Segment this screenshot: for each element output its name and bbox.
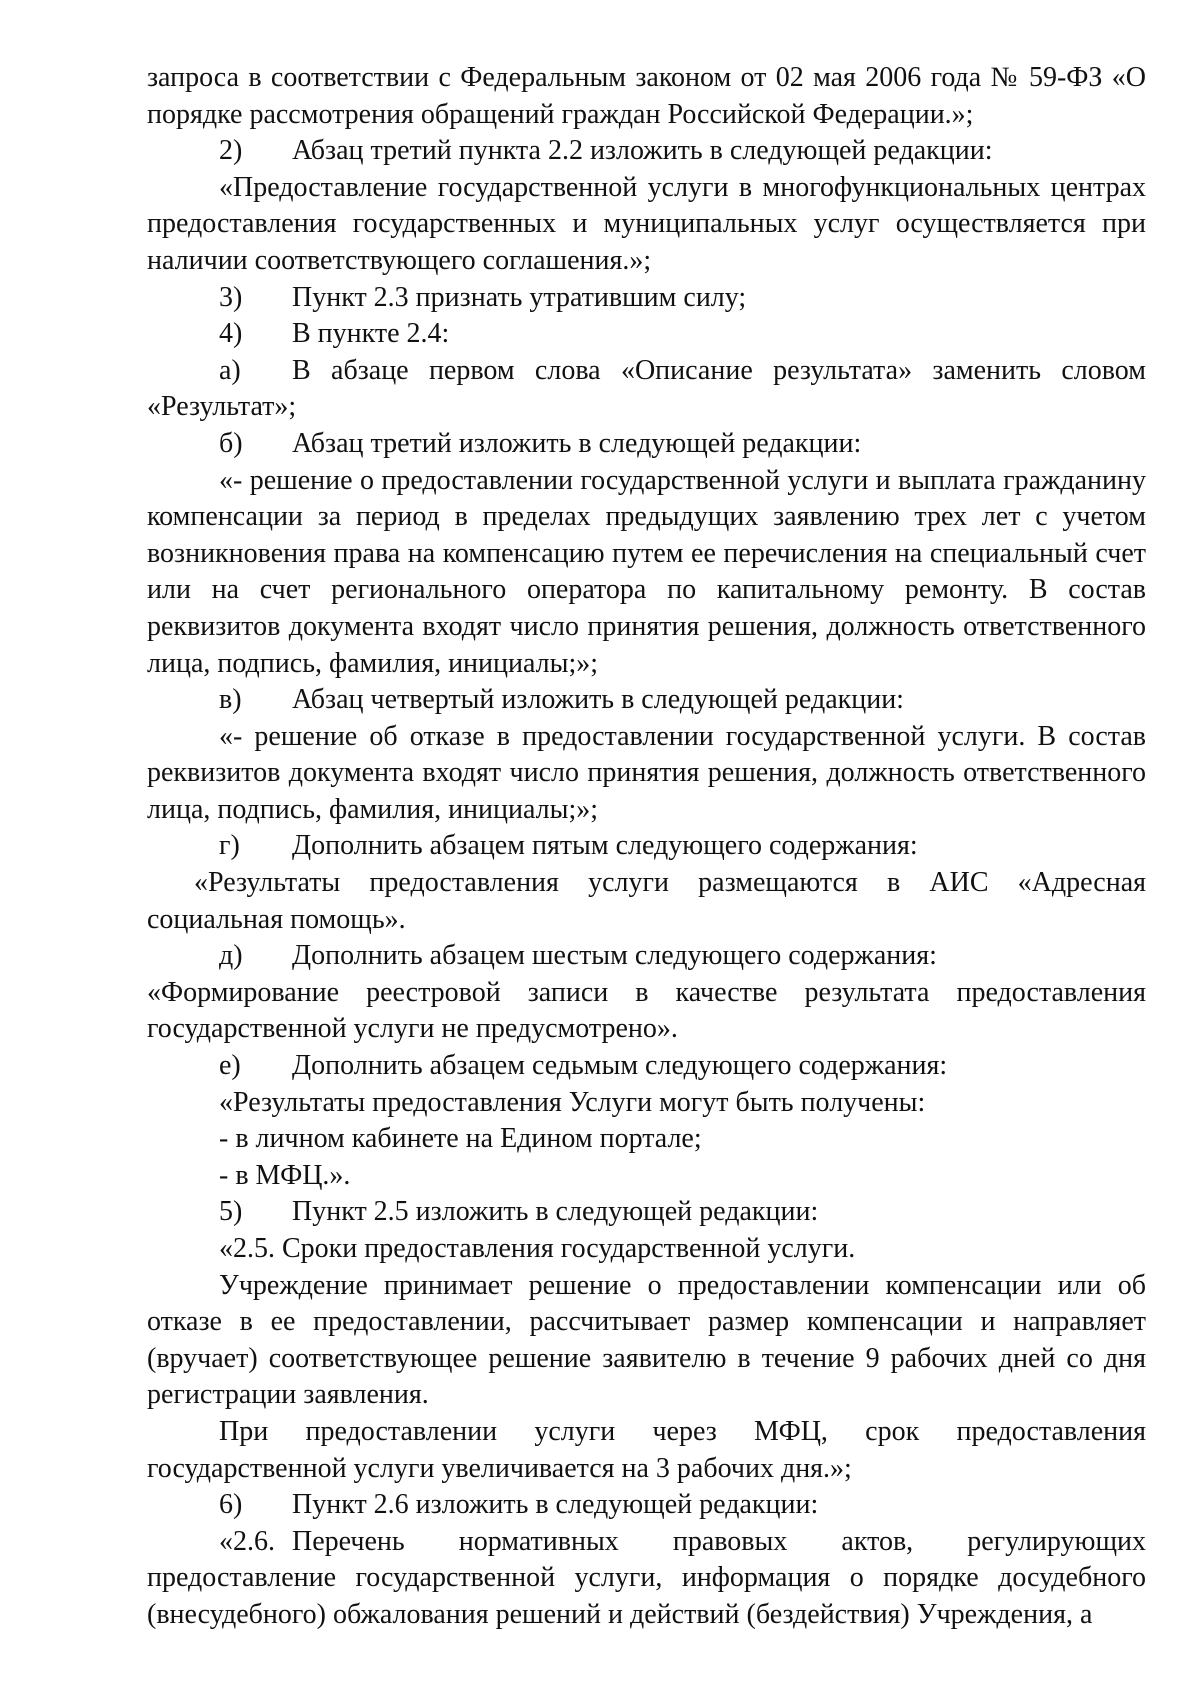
item-marker: 2) <box>219 135 243 167</box>
quoted-paragraph: «Результаты предоставления Услуги могут быть получены: <box>219 1086 926 1118</box>
paragraph-continuation: запроса в соответствии с Федеральным законом от 02 мая 2006 года № 59-ФЗ «О порядке рассмотрения обращений граждан Российской Федерации.»; <box>147 62 1146 130</box>
item-marker: 3) <box>219 281 243 313</box>
quoted-paragraph: «Предоставление государственной услуги в многофункциональных центрах предоставления государственных и муниципальных услуг осуществляется при наличии соответствующего соглашения.»; <box>147 171 1146 276</box>
list-item-3 <box>147 280 1146 317</box>
quoted-paragraph: «- решение об отказе в предоставлении государственной услуги. В состав реквизитов документа входят число принятия решения, должность ответственного лица, подпись, фамилия, инициалы;»; <box>147 720 1146 825</box>
item-text: Абзац третий пункта 2.2 изложить в следующей редакции: <box>292 135 993 167</box>
item-text: Дополнить абзацем шестым следующего содержания: <box>292 940 937 972</box>
quoted-paragraph-2-6 <box>147 1524 1146 1634</box>
quoted-paragraph: «- решение о предоставлении государственной услуги и выплата гражданину компенсации за период в пределах предыдущих заявлению трех лет с учетом возникновения права на компенсацию путем ее перечисления на специальный счет или на счет регионального оператора по капитальному ремонту. В состав реквизитов документа входят число принятия решения, должность ответственного лица, подпись, фамилия, инициалы;»; <box>147 464 1146 679</box>
item-text: Дополнить абзацем пятым следующего содержания: <box>292 830 918 862</box>
item-text: В абзаце первом слова «Описание результата» заменить словом «Результат»; <box>147 354 1146 423</box>
item-text: Пункт 2.6 изложить в следующей редакции: <box>292 1489 819 1521</box>
item-marker: 4) <box>219 318 243 350</box>
document-page <box>147 60 1146 1634</box>
sub-item-d <box>147 938 1146 975</box>
list-item-5 <box>147 1194 1146 1231</box>
quoted-heading: «2.5. Сроки предоставления государственной услуги. <box>219 1233 856 1264</box>
list-item-6 <box>147 1487 1146 1524</box>
item-text: Абзац третий изложить в следующей редакции: <box>292 427 862 459</box>
quoted-paragraph: «Формирование реестровой записи в качестве результата предоставления государственной услуги не предусмотрено». <box>147 976 1146 1045</box>
item-marker: «2.6. <box>219 1525 275 1557</box>
item-marker: е) <box>219 1050 241 1082</box>
item-marker: д) <box>219 940 243 972</box>
item-marker: б) <box>219 427 243 459</box>
sub-item-e <box>147 1048 1146 1085</box>
paragraph: Учреждение принимает решение о предоставлении компенсации или об отказе в ее предоставлении, рассчитывает размер компенсации и направляет (вручает) соответствующее решение заявителю в течение 9 рабочих дней со дня регистрации заявления. <box>147 1269 1146 1411</box>
paragraph: При предоставлении услуги через МФЦ, срок предоставления государственной услуги увеличивается на 3 рабочих дня.»; <box>147 1415 1146 1484</box>
sub-item-a <box>147 353 1146 426</box>
bullet-line: - в личном кабинете на Едином портале; <box>219 1123 702 1155</box>
quoted-paragraph: «Результаты предоставления услуги размещаются в АИС «Адресная социальная помощь». <box>147 867 1146 935</box>
item-marker: 6) <box>219 1489 243 1521</box>
sub-item-g <box>147 828 1146 865</box>
bullet-line: - в МФЦ.». <box>219 1159 351 1191</box>
item-text: Перечень нормативных правовых актов, регулирующих предоставление государственной услуги, информация о порядке досудебного (внесудебного) обжалования решений и действий (бездействия) Учреждения, а <box>147 1525 1146 1630</box>
list-item-4 <box>147 316 1146 353</box>
item-text: В пункте 2.4: <box>292 318 450 350</box>
item-text: Дополнить абзацем седьмым следующего содержания: <box>292 1050 948 1082</box>
item-marker: г) <box>219 830 240 862</box>
item-text: Пункт 2.5 изложить в следующей редакции: <box>292 1196 819 1228</box>
item-text: Пункт 2.3 признать утратившим силу; <box>292 281 747 313</box>
item-text: Абзац четвертый изложить в следующей редакции: <box>292 684 904 716</box>
item-marker: а) <box>219 354 241 386</box>
item-marker: 5) <box>219 1196 243 1228</box>
sub-item-v <box>147 682 1146 719</box>
list-item-2 <box>147 133 1146 170</box>
item-marker: в) <box>219 684 242 716</box>
sub-item-b <box>147 426 1146 463</box>
